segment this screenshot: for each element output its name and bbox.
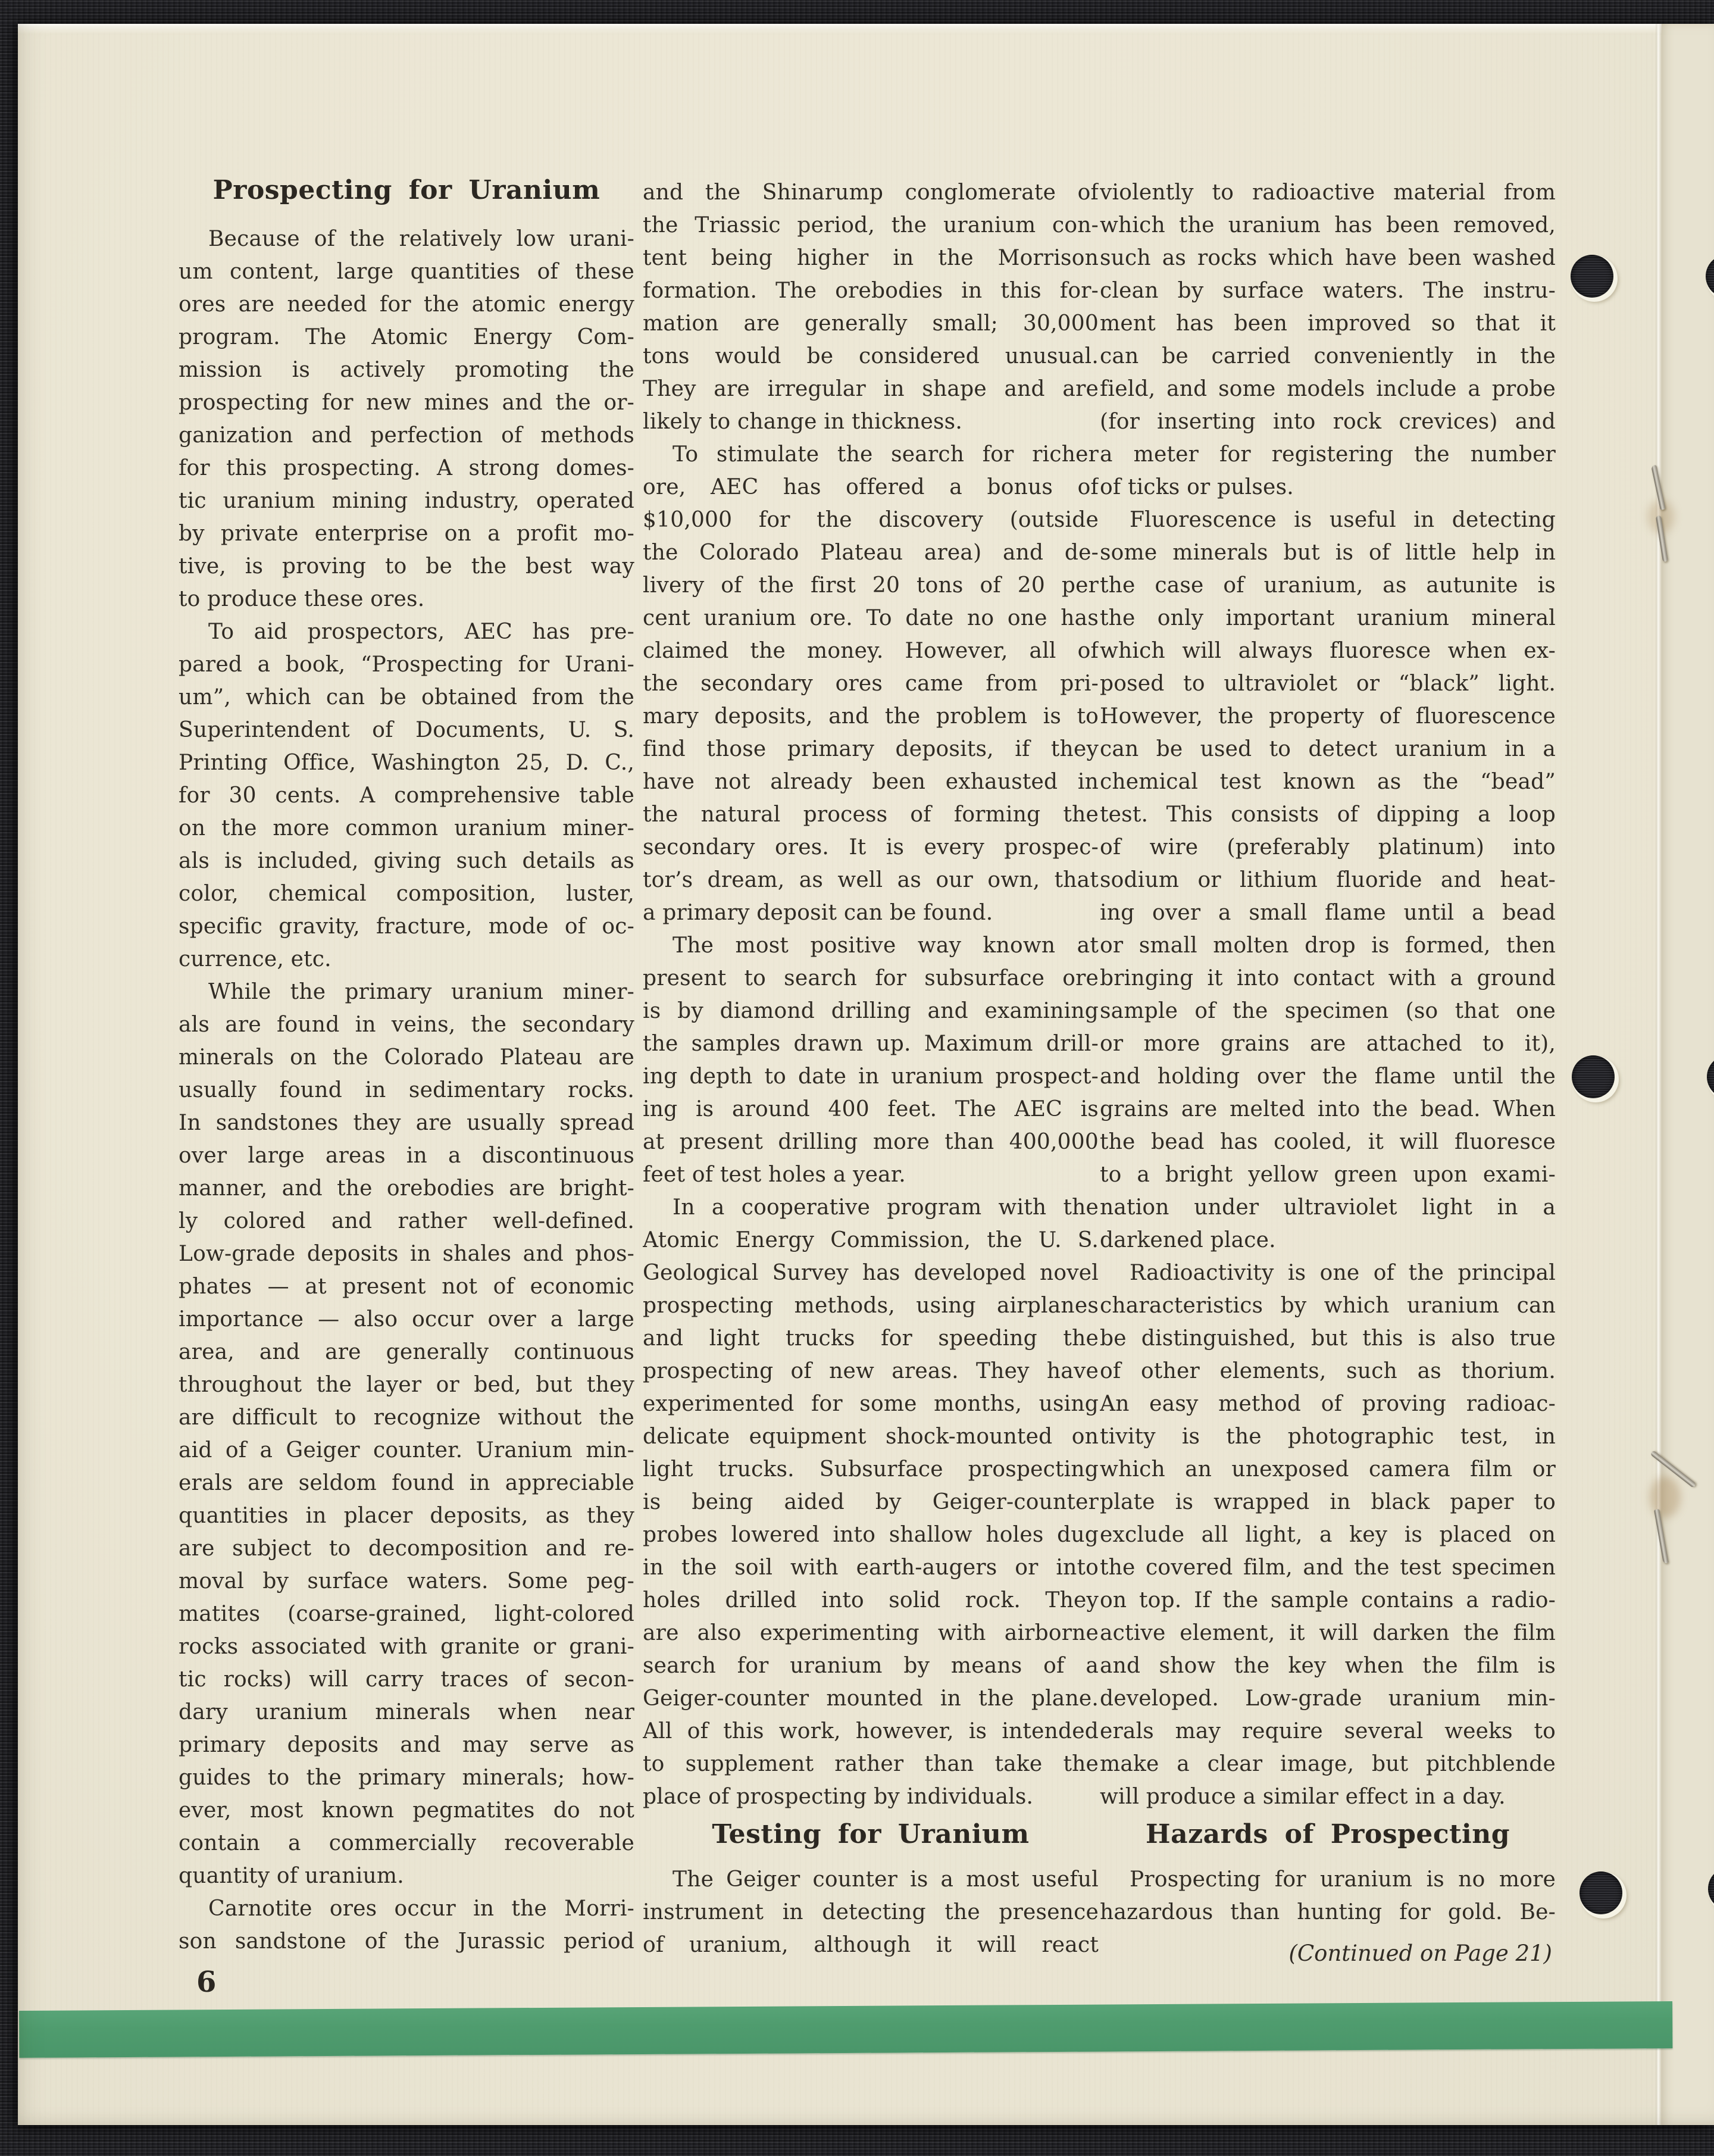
text-line: and show the key when the film is [1100, 1654, 1556, 1678]
text-line: claimed the money. However, all of [643, 639, 1099, 663]
continuation-note: (Continued on Page 21) [1288, 1941, 1552, 1966]
text-line: They are irregular in shape and are [643, 377, 1099, 401]
text-line: can be carried conveniently in the [1100, 344, 1556, 368]
text-line: Geiger-counter mounted in the plane. [643, 1686, 1099, 1711]
text-line: mary deposits, and the problem is to [643, 704, 1099, 729]
text-line: of ticks or pulses. [1100, 475, 1294, 499]
text-line: While the primary uranium miner- [208, 980, 634, 1004]
green-stripe [19, 2001, 1672, 2058]
text-line: tivity is the photographic test, in [1100, 1424, 1556, 1449]
text-line: a meter for registering the number [1100, 442, 1556, 467]
text-line: for 30 cents. A comprehensive table [179, 783, 634, 808]
text-line: are subject to decomposition and re- [179, 1536, 634, 1561]
text-line: Carnotite ores occur in the Morri- [208, 1896, 634, 1921]
section-heading: Prospecting for Uranium [212, 175, 600, 205]
text-line: and the Shinarump conglomerate of [643, 180, 1099, 205]
text-line: color, chemical composition, luster, [179, 882, 634, 906]
text-line: is by diamond drilling and examining [643, 999, 1099, 1023]
text-line: Prospecting for uranium is no more [1130, 1867, 1556, 1892]
text-line: bringing it into contact with a ground [1100, 966, 1556, 990]
text-line: prospecting methods, using airplanes [643, 1293, 1099, 1318]
section-heading: Hazards of Prospecting [1146, 1819, 1510, 1849]
text-line: likely to change in thickness. [643, 410, 962, 434]
text-line: place of prospecting by individuals. [643, 1785, 1034, 1809]
text-line: to supplement rather than take the [643, 1752, 1099, 1776]
text-line: (for inserting into rock crevices) and [1100, 410, 1556, 434]
text-line: mission is actively promoting the [179, 358, 634, 382]
text-line: chemical test known as the “bead” [1100, 770, 1556, 794]
text-line: of wire (preferably platinum) into [1100, 835, 1556, 860]
text-line: which an unexposed camera film or [1100, 1457, 1556, 1482]
text-line: Atomic Energy Commission, the U. S. [643, 1228, 1099, 1252]
text-line: In sandstones they are usually spread [179, 1111, 634, 1135]
text-line: sample of the specimen (so that one [1100, 999, 1556, 1023]
text-line: ment has been improved so that it [1100, 311, 1556, 336]
text-line: be distinguished, but this is also true [1100, 1326, 1556, 1351]
punch-hole-middle [1572, 1055, 1615, 1098]
text-line: can be used to detect uranium in a [1100, 737, 1556, 761]
text-line: specific gravity, fracture, mode of oc- [179, 914, 634, 939]
text-line: the Triassic period, the uranium con- [643, 213, 1099, 238]
text-line: An easy method of proving radioac- [1100, 1392, 1556, 1416]
text-line: grains are melted into the bead. When [1100, 1097, 1556, 1121]
text-line: To aid prospectors, AEC has pre- [208, 620, 634, 644]
text-line: on top. If the sample contains a radio- [1100, 1588, 1556, 1613]
magazine-page [18, 24, 1714, 2125]
text-line: mation are generally small; 30,000 [643, 311, 1099, 336]
text-line: Fluorescence is useful in detecting [1130, 508, 1556, 532]
text-line: um”, which can be obtained from the [179, 685, 634, 710]
text-line: erals may require several weeks to [1100, 1719, 1556, 1743]
text-line: contain a commercially recoverable [179, 1831, 634, 1855]
text-line: or small molten drop is formed, then [1100, 933, 1556, 958]
text-line: area, and are generally continuous [179, 1340, 634, 1364]
text-line: rocks associated with granite or grani- [179, 1635, 634, 1659]
text-line: tent being higher in the Morrison [643, 246, 1099, 270]
text-line: a primary deposit can be found. [643, 901, 993, 925]
text-line: livery of the first 20 tons of 20 per [643, 573, 1099, 598]
text-line: prospecting for new mines and the or- [179, 390, 634, 415]
text-line: and light trucks for speeding the [643, 1326, 1099, 1351]
text-line: test. This consists of dipping a loop [1100, 802, 1556, 827]
text-line: erals are seldom found in appreciable [179, 1471, 634, 1495]
text-line: and holding over the flame until the [1100, 1064, 1556, 1089]
text-line: um content, large quantities of these [179, 260, 634, 284]
text-line: present to search for subsurface ore [643, 966, 1099, 990]
text-line: search for uranium by means of a [643, 1654, 1099, 1678]
text-line: ing over a small flame until a bead [1100, 901, 1556, 925]
text-line: by private enterprise on a profit mo- [179, 521, 634, 546]
text-column-right [1100, 176, 1556, 1970]
text-line: tic rocks) will carry traces of secon- [179, 1667, 634, 1692]
text-line: matites (coarse-grained, light-colored [179, 1602, 634, 1626]
text-line: which the uranium has been removed, [1100, 213, 1556, 238]
text-line: the case of uranium, as autunite is [1100, 573, 1556, 598]
text-line: secondary ores. It is every prospec- [643, 835, 1099, 860]
text-line: are also experimenting with airborne [643, 1621, 1099, 1645]
text-line: hazardous than hunting for gold. Be- [1100, 1900, 1556, 1924]
text-line: pared a book, “Prospecting for Urani- [179, 652, 634, 677]
text-line: will produce a similar effect in a day. [1100, 1785, 1506, 1809]
text-line: minerals on the Colorado Plateau are [179, 1045, 634, 1070]
text-line: dary uranium minerals when near [179, 1700, 634, 1724]
text-line: All of this work, however, is intended [643, 1719, 1099, 1743]
text-line: tons would be considered unusual. [643, 344, 1099, 368]
text-line: instrument in detecting the presence [643, 1900, 1099, 1924]
punch-hole-bottom [1579, 1871, 1622, 1914]
text-line: posed to ultraviolet or “black” light. [1100, 671, 1556, 696]
text-line: to a bright yellow green upon exami- [1100, 1163, 1556, 1187]
text-column-middle [643, 176, 1099, 1961]
text-line: or more grains are attached to it), [1100, 1032, 1556, 1056]
text-line: ly colored and rather well-defined. [179, 1209, 634, 1233]
text-line: ever, most known pegmatites do not [179, 1798, 634, 1823]
text-line: at present drilling more than 400,000 [643, 1130, 1099, 1154]
text-line: Geological Survey has developed novel [643, 1261, 1099, 1285]
text-column-left [179, 175, 634, 1958]
text-line: sodium or lithium fluoride and heat- [1100, 868, 1556, 892]
text-line: which will always fluoresce when ex- [1100, 639, 1556, 663]
text-line: Radioactivity is one of the principal [1130, 1261, 1556, 1285]
text-line: Because of the relatively low urani- [208, 227, 634, 251]
text-line: prospecting of new areas. They have [643, 1359, 1099, 1383]
text-line: son sandstone of the Jurassic period [179, 1929, 634, 1954]
text-line: for this prospecting. A strong domes- [179, 456, 634, 480]
text-line: the bead has cooled, it will fluoresce [1100, 1130, 1556, 1154]
text-line: ore, AEC has offered a bonus of [643, 475, 1099, 499]
text-line: the secondary ores came from pri- [643, 671, 1099, 696]
text-line: over large areas in a discontinuous [179, 1143, 634, 1168]
text-line: cent uranium ore. To date no one has [643, 606, 1099, 630]
text-line: the covered film, and the test specimen [1100, 1555, 1556, 1580]
fold-crease [1656, 24, 1662, 2125]
text-line: Low-grade deposits in shales and phos- [179, 1242, 634, 1266]
text-line: tor’s dream, as well as our own, that [643, 868, 1099, 892]
text-line: field, and some models include a probe [1100, 377, 1556, 401]
text-line: tic uranium mining industry, operated [179, 489, 634, 513]
text-line: the natural process of forming the [643, 802, 1099, 827]
text-line: feet of test holes a year. [643, 1163, 906, 1187]
text-line: violently to radioactive material from [1100, 180, 1556, 205]
section-heading: Testing for Uranium [712, 1819, 1030, 1849]
text-line: make a clear image, but pitchblende [1100, 1752, 1556, 1776]
text-line: the only important uranium mineral [1100, 606, 1556, 630]
text-line: delicate equipment shock-mounted on [643, 1424, 1099, 1449]
text-line: program. The Atomic Energy Com- [179, 325, 634, 349]
text-line: To stimulate the search for richer [673, 442, 1099, 467]
text-line: currence, etc. [179, 947, 331, 971]
text-line: aid of a Geiger counter. Uranium min- [179, 1438, 634, 1463]
text-line: active element, it will darken the film [1100, 1621, 1556, 1645]
text-line: of uranium, although it will react [643, 1933, 1099, 1957]
page-number: 6 [196, 1966, 217, 1999]
text-line: formation. The orebodies in this for- [643, 279, 1099, 303]
text-line: to produce these ores. [179, 587, 425, 611]
text-line: guides to the primary minerals; how- [179, 1766, 634, 1790]
text-line: manner, and the orebodies are bright- [179, 1176, 634, 1201]
text-line: clean by surface waters. The instru- [1100, 279, 1556, 303]
text-line: light trucks. Subsurface prospecting [643, 1457, 1099, 1482]
text-line: such as rocks which have been washed [1100, 246, 1556, 270]
text-line: characteristics by which uranium can [1100, 1293, 1556, 1318]
text-line: holes drilled into solid rock. They [643, 1588, 1099, 1613]
text-line: ing depth to date in uranium prospect- [643, 1064, 1099, 1089]
text-line: throughout the layer or bed, but they [179, 1373, 634, 1397]
text-line: phates — at present not of economic [179, 1274, 634, 1299]
text-line: the samples drawn up. Maximum drill- [643, 1032, 1099, 1056]
text-line: quantity of uranium. [179, 1864, 404, 1888]
text-line: primary deposits and may serve as [179, 1733, 634, 1757]
text-line: are difficult to recognize without the [179, 1405, 634, 1430]
text-line: moval by surface waters. Some peg- [179, 1569, 634, 1593]
text-line: However, the property of fluorescence [1100, 704, 1556, 729]
text-line: als is included, giving such details as [179, 849, 634, 873]
text-line: Superintendent of Documents, U. S. [179, 718, 634, 742]
text-line: ores are needed for the atomic energy [179, 292, 634, 317]
text-line: is being aided by Geiger-counter [643, 1490, 1099, 1514]
text-line: als are found in veins, the secondary [179, 1013, 634, 1037]
text-line: $10,000 for the discovery (outside [643, 508, 1099, 532]
text-line: the Colorado Plateau area) and de- [643, 540, 1099, 565]
text-line: developed. Low-grade uranium min- [1100, 1686, 1556, 1711]
text-line: exclude all light, a key is placed on [1100, 1523, 1556, 1547]
text-line: have not already been exhausted in [643, 770, 1099, 794]
text-line: probes lowered into shallow holes dug [643, 1523, 1099, 1547]
text-line: The Geiger counter is a most useful [673, 1867, 1099, 1892]
text-line: importance — also occur over a large [179, 1307, 634, 1332]
text-line: tive, is proving to be the best way [179, 554, 634, 579]
text-line: Printing Office, Washington 25, D. C., [179, 751, 634, 775]
text-line: darkened place. [1100, 1228, 1276, 1252]
text-line: The most positive way known at [673, 933, 1099, 958]
text-line: quantities in placer deposits, as they [179, 1504, 634, 1528]
text-line: ing is around 400 feet. The AEC is [643, 1097, 1099, 1121]
text-line: ganization and perfection of methods [179, 423, 634, 448]
punch-hole-top [1571, 255, 1613, 298]
text-line: usually found in sedimentary rocks. [179, 1078, 634, 1102]
text-line: experimented for some months, using [643, 1392, 1099, 1416]
text-line: nation under ultraviolet light in a [1100, 1195, 1556, 1220]
text-line: plate is wrapped in black paper to [1100, 1490, 1556, 1514]
text-line: In a cooperative program with the [673, 1195, 1099, 1220]
folded-page-edge [1662, 24, 1714, 2125]
text-line: on the more common uranium miner- [179, 816, 634, 840]
text-line: in the soil with earth-augers or into [643, 1555, 1099, 1580]
text-line: some minerals but is of little help in [1100, 540, 1556, 565]
text-line: find those primary deposits, if they [643, 737, 1099, 761]
text-line: of other elements, such as thorium. [1100, 1359, 1556, 1383]
